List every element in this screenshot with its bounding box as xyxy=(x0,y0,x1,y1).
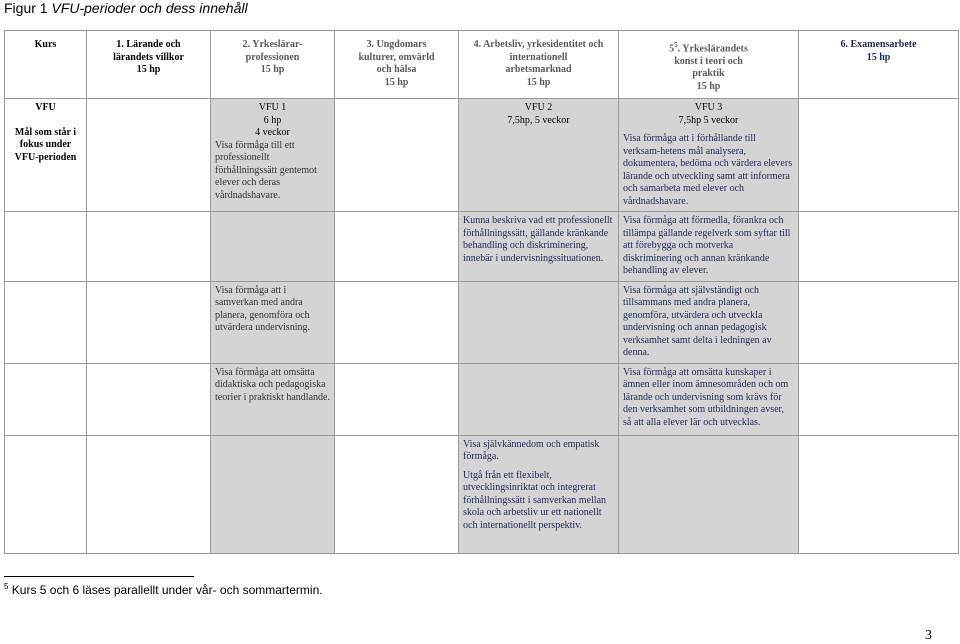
goal-cell: Kunna beskriva vad ett professionellt förhållningssätt, gällande kränkande behandling och diskriminering, innebär i undervisningssituationen. xyxy=(459,212,619,282)
empty-cell xyxy=(799,281,959,363)
header-course-5: $5^5$. Yrkeslärandets konst i teori och praktik 15 hp xyxy=(619,31,799,99)
empty-cell xyxy=(335,281,459,363)
empty-cell xyxy=(5,435,87,553)
table-row xyxy=(5,99,959,212)
header-course-6: 6. Examensarbete 15 hp xyxy=(799,31,959,99)
header-kurs: Kurs xyxy=(5,31,87,99)
table-row xyxy=(5,281,959,363)
vfu1-cell: VFU 1 6 hp 4 veckor Visa förmåga till ett professionellt förhållningssätt gentemot elever och deras vårdnadshavare. xyxy=(211,99,335,212)
empty-cell xyxy=(459,281,619,363)
empty-cell xyxy=(799,435,959,553)
page-number: 3 xyxy=(925,628,932,643)
vfu2-cell: VFU 2 7,5hp, 5 veckor xyxy=(459,99,619,212)
empty-cell xyxy=(87,435,211,553)
footnote-divider xyxy=(4,576,194,577)
table-row xyxy=(5,363,959,435)
empty-cell xyxy=(799,212,959,282)
footnote: $^5$ Kurs 5 och 6 läses parallellt under vår- och sommartermin. xyxy=(4,582,323,597)
figure-title xyxy=(4,0,248,16)
empty-cell xyxy=(5,212,87,282)
empty-cell xyxy=(335,99,459,212)
empty-cell xyxy=(5,281,87,363)
goal-cell: Visa förmåga att förmedla, förankra och tillämpa gällande regelverk som syftar till att förebygga och motverka diskriminering och annan kränkande behandling av elever. xyxy=(619,212,799,282)
empty-cell xyxy=(799,363,959,435)
empty-cell xyxy=(87,281,211,363)
header-row xyxy=(5,31,959,99)
header-course-2: 2. Yrkeslärar- professionen 15 hp xyxy=(211,31,335,99)
table-row xyxy=(5,435,959,553)
empty-cell xyxy=(5,363,87,435)
empty-cell xyxy=(87,99,211,212)
empty-cell xyxy=(211,435,335,553)
header-course-1: 1. Lärande och lärandets villkor 15 hp xyxy=(87,31,211,99)
table-row xyxy=(5,212,959,282)
empty-cell xyxy=(335,435,459,553)
goal-cell: Visa förmåga att omsätta didaktiska och pedagogiska teorier i praktiskt handlande. xyxy=(211,363,335,435)
figure-title-italic: VFU-perioder och dess innehåll xyxy=(51,0,248,16)
empty-cell xyxy=(335,212,459,282)
vfu3-cell: VFU 3 7,5hp 5 veckor Visa förmåga att i förhållande till verksam-hetens mål analysera, dokumentera, bedöma och värdera elevers lärande och utveckling samt att informera och samarbeta med elever och vårdnadshavare. xyxy=(619,99,799,212)
figure-title-prefix: Figur 1 xyxy=(4,0,52,16)
goal-cell: Visa förmåga att i samverkan med andra planera, genomföra och utvärdera undervisning. xyxy=(211,281,335,363)
empty-cell xyxy=(87,212,211,282)
row-label-cell: VFU Mål som står i fokus under VFU-perioden xyxy=(5,99,87,212)
empty-cell xyxy=(459,363,619,435)
empty-cell xyxy=(619,435,799,553)
header-course-3: 3. Ungdomars kulturer, omvärld och hälsa 15 hp xyxy=(335,31,459,99)
empty-cell xyxy=(211,212,335,282)
empty-cell xyxy=(87,363,211,435)
goal-cell: Visa förmåga att omsätta kunskaper i ämnen eller inom ämnesområden och om lärande och undervisning som krävs för den verksamhet som utbildningen avser, så att alla elever lär och utvecklas. xyxy=(619,363,799,435)
empty-cell xyxy=(335,363,459,435)
goal-cell: Visa förmåga att självständigt och tillsammans med andra planera, genomföra, utvärdera och utveckla undervisning och annan pedagogisk verksamhet samt delta i ledningen av denna. xyxy=(619,281,799,363)
empty-cell xyxy=(799,99,959,212)
vfu-table xyxy=(4,30,959,554)
goal-cell: Visa självkännedom och empatisk förmåga. Utgå från ett flexibelt, utvecklingsinriktat och integrerat förhållningssätt i samverkan mellan skola och arbetsliv ur ett nationellt och internationellt perspektiv. xyxy=(459,435,619,553)
header-course-4: 4. Arbetsliv, yrkesidentitet och internationell arbetsmarknad 15 hp xyxy=(459,31,619,99)
